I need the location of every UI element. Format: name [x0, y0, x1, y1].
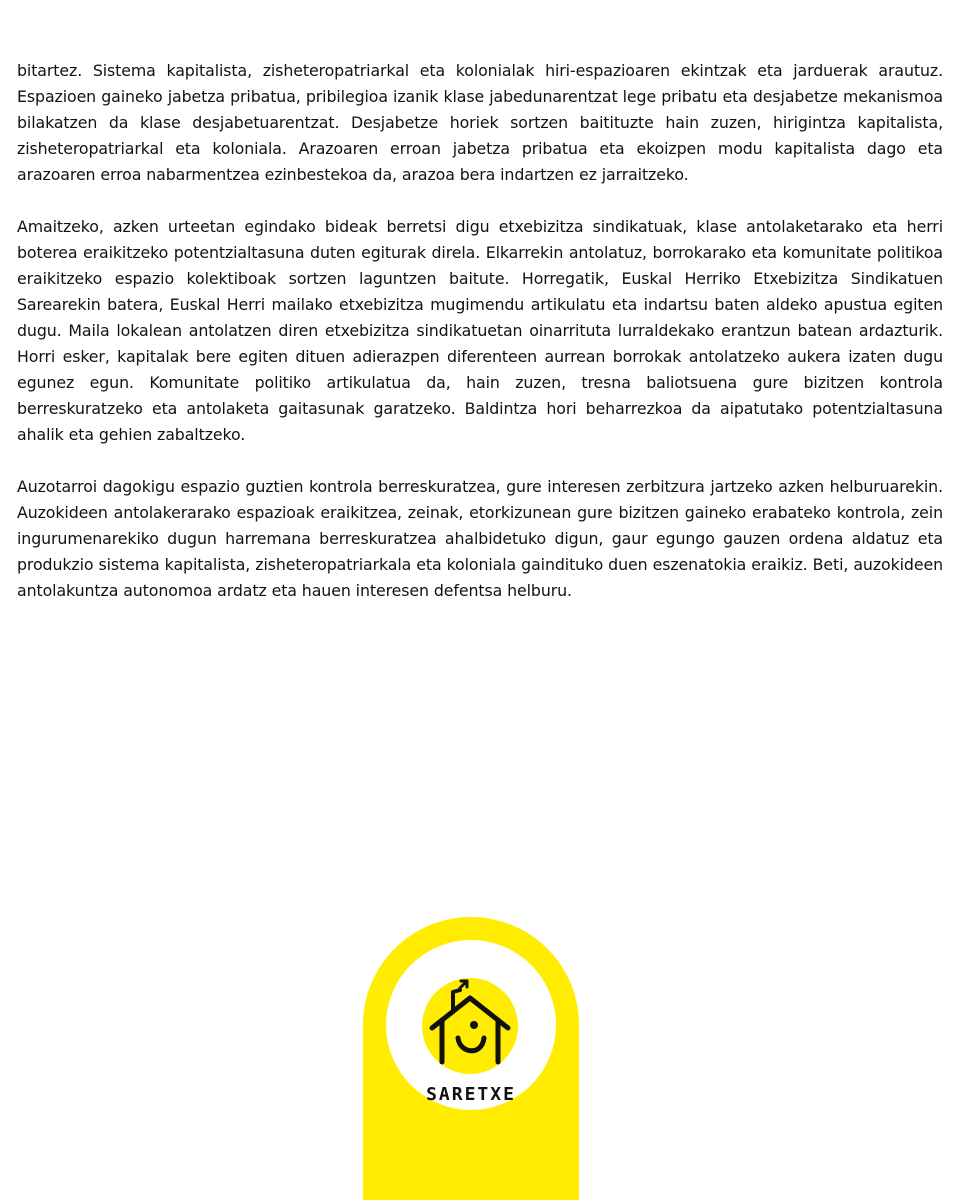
body-text — [17, 58, 943, 630]
paragraph-3: Auzotarroi dagokigu espazio guztien kontrola berreskuratzea, gure interesen zerbitzura jartzeko azken helburuarekin. Auzokideen antolakerarako espazioak eraikitzea, zeinak, etorkizunean gure bizitzen gaineko erabateko kontrola, zein ingurumenarekiko dugun harremana berreskuratzea ahalbidetuko digun, gaur egungo gauzen ordena aldatuz eta produkzio sistema kapitalista, zisheteropatriarkala eta koloniala gaindituko duen eszenatokia eraikiz. Beti, auzokideen antolakuntza autonomoa ardatz eta hauen interesen defentsa helburu. — [17, 477, 943, 600]
paragraph-2: Amaitzeko, azken urteetan egindako bideak berretsi digu etxebizitza sindikatuak, klase antolaketarako eta herri boterea eraikitzeko potentzialtasuna duten egiturak direla. Elkarrekin antolatuz, borrokarako eta komunitate politikoa eraikitzeko espazio kolektiboak sortzen laguntzen baitute. Horregatik, Euskal Herriko Etxebizitza Sindikatuen Sarearekin batera, Euskal Herri mailako etxebizitza mugimendu artikulatu eta indartsu baten aldeko apustua egiten dugu. Maila lokalean antolatzen diren etxebizitza sindikatuetan oinarrituta lurraldekako erantzun batean ardazturik. Horri esker, kapitalak bere egiten dituen adierazpen diferenteen aurrean borrokak antolatzeko aukera izaten dugu egunez egun. Komunitate politiko artikulatua da, hain zuzen, tresna baliotsuena gure bizitzen kontrola berreskuratzeko eta antolaketa gaitasunak garatzeko. Baldintza hori beharrezkoa da aipatutako potentzialtasuna ahalik eta gehien zabaltzeko. — [17, 217, 943, 444]
house-smile-icon — [420, 976, 520, 1076]
logo-wordmark: SARETXE — [426, 1084, 516, 1105]
paragraph-1: bitartez. Sistema kapitalista, zisheteropatriarkal eta kolonialak hiri-espazioaren ekintzak eta jarduerak arautuz. Espazioen gaineko jabetza pribatua, pribilegioa izanik klase jabedunarentzat lege pribatu eta desjabetze mekanismoa bilakatzen da klase desjabetuarentzat. Desjabetze horiek sortzen baitituzte hain zuzen, hirigintza kapitalista, zisheteropatriarkal eta koloniala. Arazoaren erroan jabetza pribatua eta ekoizpen modu kapitalista dago eta arazoaren erroa nabarmentzea ezinbestekoa da, arazoa bera indartzen ez jarraitzeko. — [17, 61, 943, 184]
